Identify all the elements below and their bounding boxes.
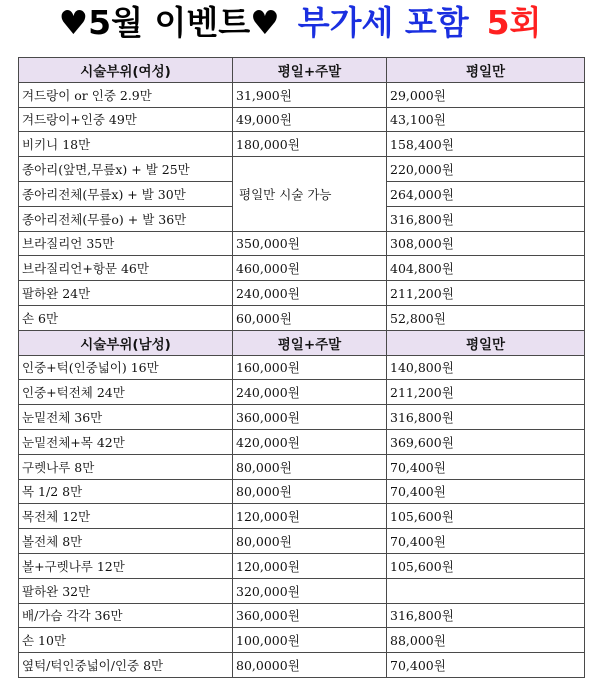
- weekday-only-price-cell: 88,000원: [387, 628, 585, 653]
- weekday-weekend-price-cell: 80,000원: [233, 529, 387, 554]
- column-header: 평일+주말: [233, 58, 387, 83]
- treatment-area-cell: 눈밑전체 36만: [19, 405, 233, 430]
- weekday-weekend-price-cell: 420,000원: [233, 429, 387, 454]
- weekday-only-price-cell: 264,000원: [387, 181, 585, 206]
- weekday-only-price-cell: 105,600원: [387, 504, 585, 529]
- weekday-weekend-price-cell: 80,000원: [233, 479, 387, 504]
- weekday-only-price-cell: 308,000원: [387, 231, 585, 256]
- treatment-area-cell: 배/가슴 각각 36만: [19, 603, 233, 628]
- weekday-only-price-cell: 211,200원: [387, 281, 585, 306]
- table-row: [19, 281, 585, 306]
- weekday-only-price-cell: 211,200원: [387, 380, 585, 405]
- table-row: [19, 380, 585, 405]
- weekday-only-price-cell: 43,100원: [387, 107, 585, 132]
- weekday-weekend-price-cell: 360,000원: [233, 603, 387, 628]
- table-row: [19, 529, 585, 554]
- column-header: 평일만: [387, 330, 585, 355]
- weekday-only-price-cell: 70,400원: [387, 454, 585, 479]
- treatment-area-cell: 옆턱/턱인중넓이/인중 8만: [19, 653, 233, 678]
- table-row: [19, 107, 585, 132]
- treatment-area-cell: 종아리전체(무릎x) + 발 30만: [19, 181, 233, 206]
- treatment-area-cell: 손 6만: [19, 305, 233, 330]
- treatment-area-cell: 종아리(앞면,무릎x) + 발 25만: [19, 157, 233, 182]
- table-row: [19, 553, 585, 578]
- table-row: [19, 429, 585, 454]
- weekday-only-price-cell: 404,800원: [387, 256, 585, 281]
- weekday-only-price-cell: 70,400원: [387, 653, 585, 678]
- weekday-weekend-price-cell: 60,000원: [233, 305, 387, 330]
- table-row: [19, 628, 585, 653]
- column-header: 시술부위(여성): [19, 58, 233, 83]
- title-vat: 부가세 포함: [297, 3, 469, 42]
- table-row: [19, 578, 585, 603]
- weekday-only-price-cell: 70,400원: [387, 479, 585, 504]
- table-row: [19, 256, 585, 281]
- weekday-only-price-cell: [387, 578, 585, 603]
- weekday-weekend-price-cell: 80,000원: [233, 454, 387, 479]
- weekday-weekend-price-cell: 320,000원: [233, 578, 387, 603]
- weekday-only-price-cell: 105,600원: [387, 553, 585, 578]
- treatment-area-cell: 목 1/2 8만: [19, 479, 233, 504]
- treatment-area-cell: 손 10만: [19, 628, 233, 653]
- table-row: [19, 305, 585, 330]
- page-title: [0, 0, 600, 48]
- weekday-weekend-price-cell: 31,900원: [233, 82, 387, 107]
- price-table: [18, 57, 585, 678]
- weekday-weekend-price-cell: 460,000원: [233, 256, 387, 281]
- table-row: [19, 157, 585, 182]
- column-header: 평일+주말: [233, 330, 387, 355]
- treatment-area-cell: 목전체 12만: [19, 504, 233, 529]
- treatment-area-cell: 구렛나루 8만: [19, 454, 233, 479]
- treatment-area-cell: 겨드랑이+인중 49만: [19, 107, 233, 132]
- weekday-weekend-price-cell: 100,000원: [233, 628, 387, 653]
- table-row: [19, 132, 585, 157]
- treatment-area-cell: 브라질리언+항문 46만: [19, 256, 233, 281]
- male-header-row: [19, 330, 585, 355]
- treatment-area-cell: 겨드랑이 or 인중 2.9만: [19, 82, 233, 107]
- weekday-only-note: 평일만 시술 가능: [233, 157, 387, 231]
- column-header: 시술부위(남성): [19, 330, 233, 355]
- weekday-weekend-price-cell: 240,000원: [233, 380, 387, 405]
- table-row: [19, 231, 585, 256]
- weekday-only-price-cell: 52,800원: [387, 305, 585, 330]
- weekday-only-price-cell: 316,800원: [387, 405, 585, 430]
- treatment-area-cell: 인중+턱(인중넓이) 16만: [19, 355, 233, 380]
- weekday-only-price-cell: 158,400원: [387, 132, 585, 157]
- treatment-area-cell: 비키니 18만: [19, 132, 233, 157]
- weekday-only-price-cell: 70,400원: [387, 529, 585, 554]
- weekday-only-price-cell: 316,800원: [387, 206, 585, 231]
- treatment-area-cell: 눈밑전체+목 42만: [19, 429, 233, 454]
- weekday-only-price-cell: 29,000원: [387, 82, 585, 107]
- table-row: [19, 355, 585, 380]
- female-header-row: [19, 58, 585, 83]
- table-row: [19, 82, 585, 107]
- treatment-area-cell: 볼전체 8만: [19, 529, 233, 554]
- treatment-area-cell: 볼+구렛나루 12만: [19, 553, 233, 578]
- weekday-weekend-price-cell: 350,000원: [233, 231, 387, 256]
- treatment-area-cell: 종아리전체(무릎o) + 발 36만: [19, 206, 233, 231]
- table-row: [19, 479, 585, 504]
- price-table-body: [19, 58, 585, 678]
- treatment-area-cell: 브라질리언 35만: [19, 231, 233, 256]
- table-row: [19, 405, 585, 430]
- weekday-weekend-price-cell: 120,000원: [233, 504, 387, 529]
- treatment-area-cell: 팔하완 24만: [19, 281, 233, 306]
- weekday-weekend-price-cell: 80,0000원: [233, 653, 387, 678]
- weekday-weekend-price-cell: 49,000원: [233, 107, 387, 132]
- table-row: [19, 504, 585, 529]
- weekday-weekend-price-cell: 240,000원: [233, 281, 387, 306]
- treatment-area-cell: 인중+턱전체 24만: [19, 380, 233, 405]
- table-row: [19, 454, 585, 479]
- weekday-weekend-price-cell: 180,000원: [233, 132, 387, 157]
- treatment-area-cell: 팔하완 32만: [19, 578, 233, 603]
- weekday-only-price-cell: 369,600원: [387, 429, 585, 454]
- weekday-weekend-price-cell: 160,000원: [233, 355, 387, 380]
- table-row: [19, 653, 585, 678]
- weekday-only-price-cell: 140,800원: [387, 355, 585, 380]
- weekday-only-price-cell: 316,800원: [387, 603, 585, 628]
- weekday-weekend-price-cell: 360,000원: [233, 405, 387, 430]
- weekday-weekend-price-cell: 120,000원: [233, 553, 387, 578]
- table-row: [19, 603, 585, 628]
- column-header: 평일만: [387, 58, 585, 83]
- title-event: ♥5월 이벤트♥: [58, 3, 280, 42]
- title-sessions: 5회: [486, 3, 542, 42]
- weekday-only-price-cell: 220,000원: [387, 157, 585, 182]
